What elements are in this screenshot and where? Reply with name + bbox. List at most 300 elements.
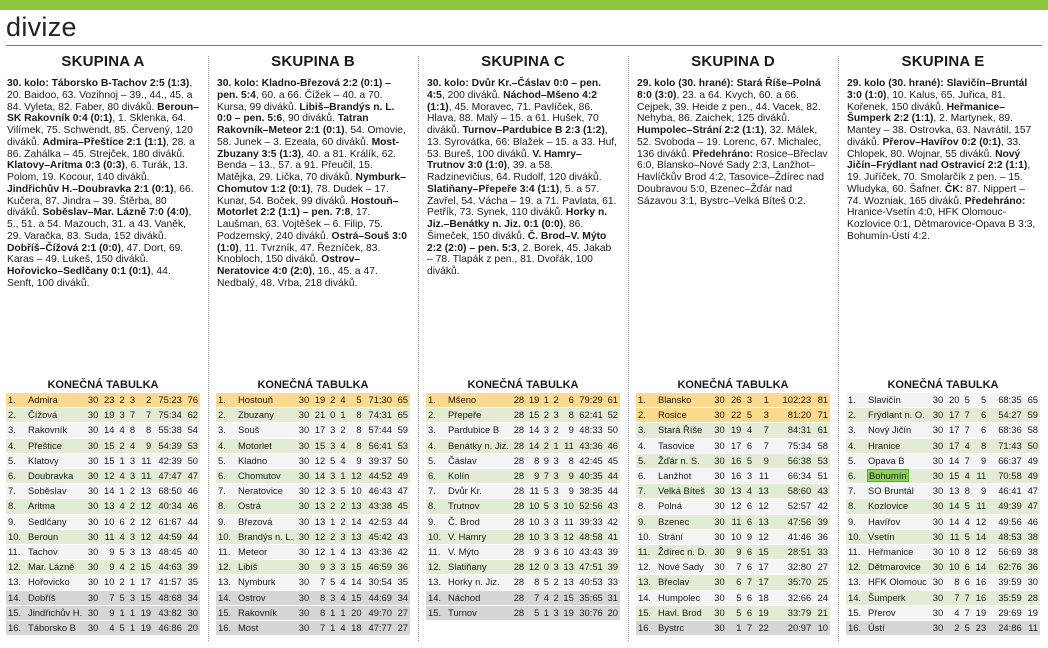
losses-cell: 2 (127, 484, 137, 499)
wins-cell: 5 (727, 591, 744, 606)
position-cell: 1. (426, 393, 446, 408)
points-cell: 30 (184, 606, 200, 621)
table-row (846, 606, 1040, 621)
team-cell: Mšeno (446, 393, 511, 408)
points-cell: 50 (394, 454, 410, 469)
team-cell: Ždírec n. D. (656, 545, 710, 560)
team-cell: Nový Jičín (866, 423, 929, 438)
played-cell: 30 (295, 423, 311, 438)
points-cell: 46 (184, 499, 200, 514)
position-cell: 7. (216, 484, 236, 499)
losses-cell: 16 (972, 575, 988, 590)
team-cell: Frýdlant n. O. (866, 408, 929, 423)
wins-cell: 13 (945, 484, 961, 499)
played-cell: 30 (929, 439, 945, 454)
position-cell: 9. (846, 515, 866, 530)
table-row (846, 545, 1040, 560)
team-cell: Mar. Lázně (26, 560, 84, 575)
draws-cell: 7 (961, 423, 971, 438)
losses-cell: 7 (754, 439, 771, 454)
wins-cell: 12 (311, 545, 327, 560)
played-cell: 30 (929, 499, 945, 514)
played-cell: 30 (710, 591, 727, 606)
table-row (6, 530, 200, 545)
team-cell: Přerov (866, 606, 929, 621)
position-cell: 16. (846, 621, 866, 636)
table-row (216, 484, 410, 499)
played-cell: 30 (295, 439, 311, 454)
standings-title: KONEČNÁ TABULKA (887, 379, 999, 391)
score-cell: 47:56 (775, 515, 813, 530)
team-cell: Lanžhot (656, 469, 710, 484)
table-row (426, 393, 620, 408)
table-row (216, 545, 410, 560)
extra-cell: 10 (348, 484, 364, 499)
extra-cell: 9 (137, 439, 153, 454)
draws-cell: 0 (541, 560, 551, 575)
draws-cell: 7 (961, 591, 971, 606)
losses-cell: 11 (754, 469, 771, 484)
points-cell: 44 (605, 469, 620, 484)
wins-cell: 11 (727, 515, 744, 530)
position-cell: 14. (216, 591, 236, 606)
table-row (636, 499, 830, 514)
extra-cell: 8 (348, 423, 364, 438)
losses-cell: 3 (551, 560, 561, 575)
score-cell: 39:33 (576, 515, 605, 530)
played-cell: 30 (84, 393, 100, 408)
position-cell: 10. (216, 530, 236, 545)
points-cell: 20 (184, 621, 200, 636)
team-cell: Rakovník (236, 606, 295, 621)
score-cell: 46:41 (993, 484, 1024, 499)
losses-cell: 2 (127, 515, 137, 530)
draws-cell: 3 (327, 439, 337, 454)
wins-cell: 4 (945, 606, 961, 621)
extra-cell: 12 (137, 499, 153, 514)
extra-cell: 17 (137, 575, 153, 590)
points-cell: 34 (184, 591, 200, 606)
losses-cell: 2 (551, 591, 561, 606)
group-title: SKUPINA A (61, 53, 145, 70)
score-cell: 47:77 (364, 621, 394, 636)
points-cell: 27 (394, 621, 410, 636)
extra-cell: 12 (348, 469, 364, 484)
draws-cell: 6 (116, 515, 126, 530)
group-column (846, 50, 1040, 646)
draws-cell: 1 (327, 515, 337, 530)
team-cell: Pardubice B (446, 423, 511, 438)
wins-cell: 9 (100, 560, 116, 575)
wins-cell: 10 (945, 545, 961, 560)
team-cell: Zbuzany (236, 408, 295, 423)
column-separator (838, 56, 839, 641)
score-cell: 74:31 (364, 408, 394, 423)
position-cell: 11. (6, 545, 26, 560)
table-row (216, 560, 410, 575)
team-cell: Soběslav (26, 484, 84, 499)
score-cell: 35:59 (993, 591, 1024, 606)
wins-cell: 8 (945, 575, 961, 590)
played-cell: 30 (84, 545, 100, 560)
position-cell: 4. (216, 439, 236, 454)
score-cell: 43:36 (364, 545, 394, 560)
match-report: 29. kolo (30. hrané): Stará Říše–Polná 8:0 (3:0), 23. a 64. Kvych, 60. a 66. Cejpek, 39. Heide z pen., 44. Vacek, 82. Nehyba, 86. Zaichek, 125 diváků. Humpolec–Strání 2:2 (1:1), 32. Málek, 52. Svoboda – 19. Lorenc, 67. Michalec, 136 diváků. Předehráno: Rosice–Břeclav 6:0, Blansko–Nové Sady 2:3, Lanžhot–Havlíčkův Brod 4:2, Tasovice–Ždírec nad Doubravou 5:0, Bzenec–Žďár nad Sázavou 3:1, Bystrc–Velká Bíteš 0:2. (637, 78, 828, 207)
position-cell: 5. (6, 454, 26, 469)
match-report: 30. kolo: Táborsko B-Tachov 2:5 (1:3), 20. Baidoo, 63. Vozihnoj – 39., 44., 45. a 84. Vyleta, 82. Faber, 80 diváků. Beroun–SK Rakovník 0:4 (0:1), 1. Sklenka, 64. Vilímek, 75. Schwendt, 85. Červený, 120 diváků. Admira–Přeštice 2:1 (1:1), 28. a 86. Zahálka – 45. Strejček, 180 diváků. Klatovy–Aritma 0:3 (0:3), 6. Turák, 13. Polom, 19. Kocour, 140 diváků. Jindřichův H.–Doubravka 2:1 (0:1), 66. Kučera, 87. Jindra – 39. Štěrba, 80 diváků. Soběslav–Mar. Lázně 7:0 (4:0), 5., 51. a 54. Mazouch, 31. a 43. Vaněk, 29. Varačka, 83. Suda, 152 diváků. Dobříš–Čížová 2:1 (0:0), 47. Dort, 69. Karas – 49. Lukeš, 150 diváků. Hořovicko–Sedlčany 0:1 (0:1), 44. Senft, 100 diváků. (7, 78, 199, 289)
losses-cell: 1 (337, 408, 347, 423)
draws-cell: 5 (961, 499, 971, 514)
losses-cell: 11 (972, 469, 988, 484)
team-cell: Břeclav (656, 575, 710, 590)
position-cell: 3. (6, 423, 26, 438)
played-cell: 30 (84, 499, 100, 514)
points-cell: 59 (1024, 408, 1040, 423)
played-cell: 30 (710, 423, 727, 438)
extra-cell: 13 (137, 545, 153, 560)
points-cell: 36 (394, 560, 410, 575)
team-cell: Čížová (26, 408, 84, 423)
points-cell: 44 (184, 515, 200, 530)
played-cell: 30 (710, 560, 727, 575)
extra-cell: 13 (561, 575, 576, 590)
table-row (6, 454, 200, 469)
losses-cell: 2 (337, 515, 347, 530)
extra-cell: 9 (561, 484, 576, 499)
draws-cell: 5 (541, 499, 551, 514)
highlighted-team: Bohumín (869, 470, 907, 482)
losses-cell: 3 (127, 545, 137, 560)
wins-cell: 14 (100, 484, 116, 499)
team-cell: Ústí (866, 621, 929, 636)
played-cell: 30 (929, 591, 945, 606)
accent-bar (0, 0, 1048, 10)
position-cell: 9. (6, 515, 26, 530)
team-cell: Velká Bíteš (656, 484, 710, 499)
team-cell: Táborsko B (26, 621, 84, 636)
draws-cell: 4 (116, 469, 126, 484)
wins-cell: 19 (727, 423, 744, 438)
score-cell: 42:53 (364, 515, 394, 530)
extra-cell: 8 (561, 408, 576, 423)
extra-cell: 11 (561, 439, 576, 454)
played-cell: 30 (84, 469, 100, 484)
score-cell: 66:37 (993, 454, 1024, 469)
table-row (636, 393, 830, 408)
table-row (846, 408, 1040, 423)
team-cell: Hostouň (236, 393, 295, 408)
score-cell: 32:66 (775, 591, 813, 606)
losses-cell: 4 (337, 545, 347, 560)
wins-cell: 7 (945, 591, 961, 606)
wins-cell: 12 (526, 560, 541, 575)
played-cell: 30 (295, 484, 311, 499)
score-cell: 52:57 (775, 499, 813, 514)
wins-cell: 14 (945, 515, 961, 530)
table-row (426, 591, 620, 606)
extra-cell: 13 (561, 560, 576, 575)
points-cell: 31 (605, 591, 620, 606)
played-cell: 28 (511, 469, 526, 484)
points-cell: 21 (813, 606, 830, 621)
draws-cell: 5 (743, 408, 754, 423)
team-cell: Hranice (866, 439, 929, 454)
played-cell: 30 (929, 575, 945, 590)
position-cell: 15. (216, 606, 236, 621)
points-cell: 65 (1024, 393, 1040, 408)
score-cell: 35:65 (576, 591, 605, 606)
wins-cell: 19 (100, 408, 116, 423)
team-cell: Chomutov (236, 469, 295, 484)
played-cell: 28 (511, 484, 526, 499)
played-cell: 30 (84, 591, 100, 606)
draws-cell: 3 (743, 469, 754, 484)
standings (426, 379, 620, 621)
played-cell: 30 (710, 454, 727, 469)
team-cell: Strání (656, 530, 710, 545)
points-cell: 65 (394, 408, 410, 423)
score-cell: 30:76 (576, 606, 605, 621)
points-cell: 53 (184, 439, 200, 454)
points-cell: 47 (1024, 499, 1040, 514)
wins-cell: 12 (311, 484, 327, 499)
score-cell: 54:39 (153, 439, 184, 454)
table-row (6, 560, 200, 575)
table-row (426, 545, 620, 560)
points-cell: 20 (605, 606, 620, 621)
draws-cell: 1 (116, 606, 126, 621)
score-cell: 57:44 (364, 423, 394, 438)
points-cell: 71 (813, 408, 830, 423)
team-cell: Jindřichův H. (26, 606, 84, 621)
table-row (636, 591, 830, 606)
points-cell: 33 (605, 575, 620, 590)
draws-cell: 5 (327, 454, 337, 469)
table-row (846, 439, 1040, 454)
draws-cell: 7 (541, 469, 551, 484)
played-cell: 28 (511, 423, 526, 438)
wins-cell: 13 (311, 499, 327, 514)
played-cell: 28 (511, 545, 526, 560)
wins-cell: 1 (727, 621, 744, 636)
table-row (216, 393, 410, 408)
group-title: SKUPINA C (481, 53, 565, 70)
extra-cell: 15 (137, 560, 153, 575)
played-cell: 30 (84, 530, 100, 545)
losses-cell: 13 (754, 484, 771, 499)
score-cell: 39:37 (364, 454, 394, 469)
draws-cell: 5 (116, 545, 126, 560)
table-row (6, 469, 200, 484)
wins-cell: 14 (945, 454, 961, 469)
extra-cell: 8 (561, 454, 576, 469)
played-cell: 30 (295, 606, 311, 621)
position-cell: 14. (846, 591, 866, 606)
table-row (216, 606, 410, 621)
extra-cell: 9 (561, 423, 576, 438)
team-cell: Benátky n. Jiz. (446, 439, 511, 454)
table-row (6, 591, 200, 606)
team-cell: V. Mýto (446, 545, 511, 560)
position-cell: 6. (426, 469, 446, 484)
wins-cell: 10 (945, 560, 961, 575)
losses-cell: 1 (754, 393, 771, 408)
team-cell: Motorlet (236, 439, 295, 454)
played-cell: 30 (710, 515, 727, 530)
extra-cell: 12 (137, 530, 153, 545)
extra-cell: 8 (348, 439, 364, 454)
table-row (426, 575, 620, 590)
position-cell: 5. (426, 454, 446, 469)
points-cell: 34 (394, 591, 410, 606)
standings-title: KONEČNÁ TABULKA (47, 379, 159, 391)
played-cell: 28 (511, 515, 526, 530)
played-cell: 30 (295, 591, 311, 606)
team-cell: Havl. Brod (656, 606, 710, 621)
losses-cell: 4 (127, 439, 137, 454)
points-cell: 65 (394, 393, 410, 408)
position-cell: 15. (426, 606, 446, 621)
standings-title: KONEČNÁ TABULKA (677, 379, 789, 391)
column-separator (418, 56, 419, 641)
table-row (6, 606, 200, 621)
points-cell: 11 (1024, 621, 1040, 636)
extra-cell: 11 (561, 515, 576, 530)
losses-cell: 12 (972, 545, 988, 560)
points-cell: 38 (1024, 530, 1040, 545)
position-cell: 5. (846, 454, 866, 469)
draws-cell: 3 (541, 515, 551, 530)
table-row (216, 439, 410, 454)
points-cell: 39 (813, 515, 830, 530)
table-row (216, 454, 410, 469)
draws-cell: 2 (327, 393, 337, 408)
position-cell: 16. (6, 621, 26, 636)
wins-cell: 23 (100, 393, 116, 408)
losses-cell: 4 (337, 454, 347, 469)
points-cell: 28 (1024, 591, 1040, 606)
points-cell: 76 (184, 393, 200, 408)
wins-cell: 8 (526, 575, 541, 590)
draws-cell: 4 (743, 484, 754, 499)
played-cell: 30 (710, 484, 727, 499)
score-cell: 71:30 (364, 393, 394, 408)
standings (6, 379, 200, 636)
position-cell: 9. (216, 515, 236, 530)
draws-cell: 5 (743, 454, 754, 469)
team-cell: Libiš (236, 560, 295, 575)
played-cell: 30 (710, 530, 727, 545)
score-cell: 35:70 (775, 575, 813, 590)
score-cell: 49:39 (993, 499, 1024, 514)
score-cell: 44:69 (364, 591, 394, 606)
team-cell: Slatiňany (446, 560, 511, 575)
score-cell: 58:60 (775, 484, 813, 499)
score-cell: 44:52 (364, 469, 394, 484)
position-cell: 14. (636, 591, 656, 606)
points-cell: 39 (605, 560, 620, 575)
group-column (216, 50, 410, 646)
points-cell: 42 (605, 515, 620, 530)
losses-cell: 14 (972, 530, 988, 545)
draws-cell: 4 (961, 469, 971, 484)
wins-cell: 17 (311, 423, 327, 438)
draws-cell: 8 (961, 545, 971, 560)
wins-cell: 22 (727, 408, 744, 423)
position-cell: 1. (846, 393, 866, 408)
table-row (426, 469, 620, 484)
losses-cell: 14 (972, 560, 988, 575)
points-cell: 59 (394, 423, 410, 438)
position-cell: 10. (846, 530, 866, 545)
position-cell: 14. (426, 591, 446, 606)
played-cell: 30 (710, 621, 727, 636)
score-cell: 48:53 (993, 530, 1024, 545)
score-cell: 54:27 (993, 408, 1024, 423)
table-row (846, 393, 1040, 408)
team-cell: Přepeře (446, 408, 511, 423)
points-cell: 58 (813, 439, 830, 454)
standings (636, 379, 830, 636)
losses-cell: 4 (337, 575, 347, 590)
score-cell: 81:20 (775, 408, 813, 423)
position-cell: 3. (426, 423, 446, 438)
team-cell: Čáslav (446, 454, 511, 469)
wins-cell: 11 (526, 484, 541, 499)
points-cell: 54 (184, 423, 200, 438)
played-cell: 28 (511, 560, 526, 575)
losses-cell: 2 (551, 575, 561, 590)
table-row (846, 560, 1040, 575)
wins-cell: 14 (526, 423, 541, 438)
wins-cell: 5 (727, 606, 744, 621)
losses-cell: 1 (551, 439, 561, 454)
table-row (6, 515, 200, 530)
score-cell: 44:63 (153, 560, 184, 575)
losses-cell: 2 (127, 560, 137, 575)
team-cell: Heřmanice (866, 545, 929, 560)
score-cell: 41:46 (775, 530, 813, 545)
played-cell: 30 (84, 621, 100, 636)
extra-cell: 9 (348, 454, 364, 469)
played-cell: 30 (295, 560, 311, 575)
score-cell: 71:43 (993, 439, 1024, 454)
score-cell: 43:43 (576, 545, 605, 560)
played-cell: 30 (710, 575, 727, 590)
points-cell: 61 (813, 423, 830, 438)
table-row (216, 408, 410, 423)
group-column (636, 50, 830, 646)
losses-cell: 3 (551, 469, 561, 484)
position-cell: 11. (216, 545, 236, 560)
score-cell: 79:29 (576, 393, 605, 408)
draws-cell: 4 (116, 423, 126, 438)
score-cell: 38:35 (576, 484, 605, 499)
score-cell: 46:86 (153, 621, 184, 636)
wins-cell: 17 (945, 439, 961, 454)
losses-cell: 4 (337, 591, 347, 606)
position-cell: 11. (426, 545, 446, 560)
points-cell: 51 (813, 469, 830, 484)
draws-cell: 3 (541, 423, 551, 438)
team-cell: Aritma (26, 499, 84, 514)
losses-cell: 3 (127, 454, 137, 469)
points-cell: 36 (1024, 560, 1040, 575)
score-cell: 62:76 (993, 560, 1024, 575)
position-cell: 10. (6, 530, 26, 545)
wins-cell: 15 (311, 439, 327, 454)
wins-cell: 13 (311, 515, 327, 530)
